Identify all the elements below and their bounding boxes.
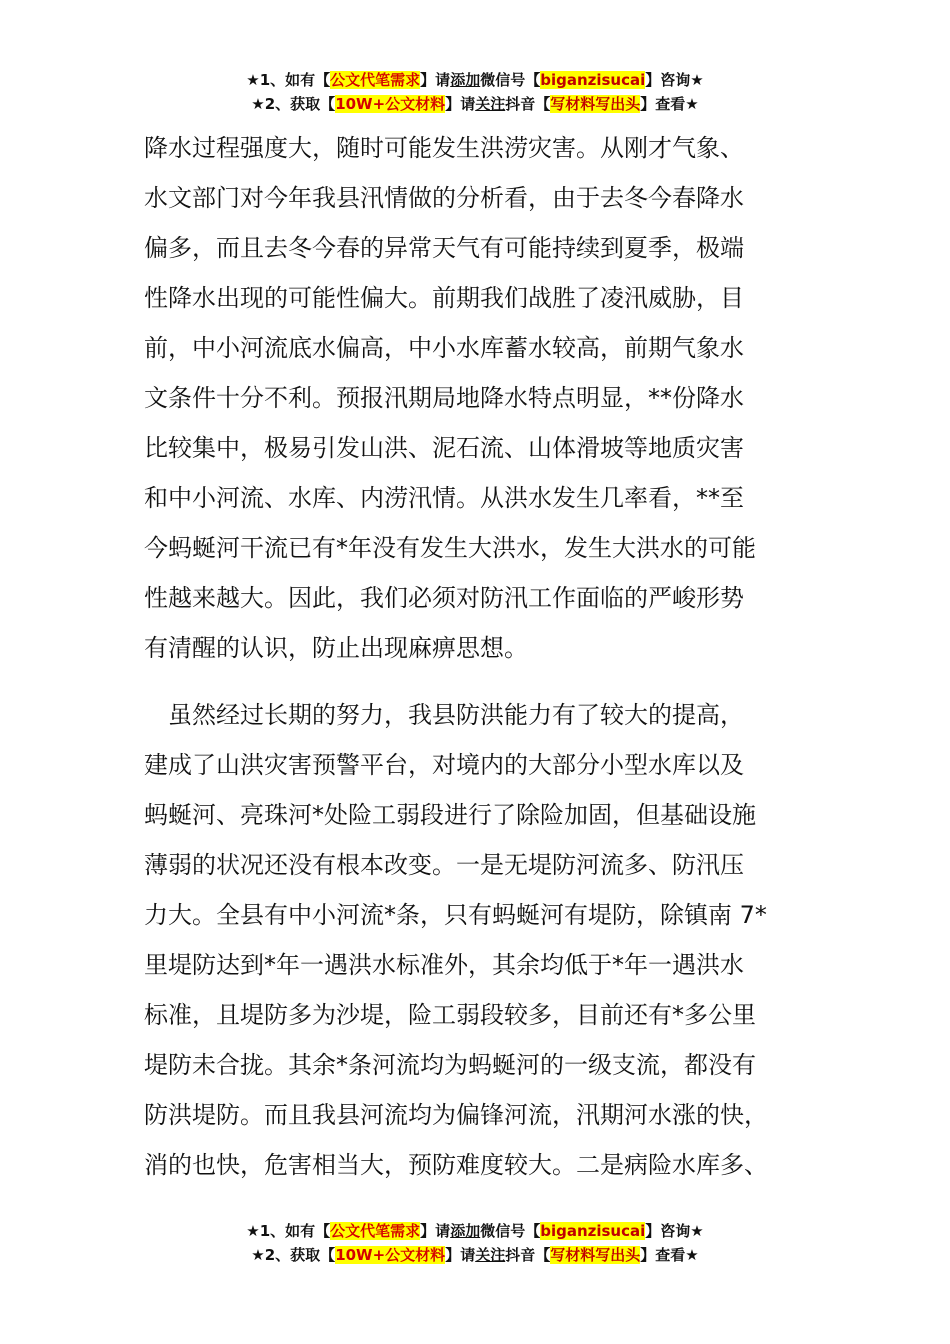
- paragraph-2: [144, 690, 806, 1190]
- banner-text: 】请: [420, 1222, 451, 1240]
- banner-text: 】咨询★: [645, 1222, 704, 1240]
- banner-underlined-text: 添加: [450, 71, 481, 89]
- text-line: 标准，且堤防多为沙堤，险工弱段较多，目前还有*多公里: [144, 1001, 756, 1029]
- text-line: 水文部门对今年我县汛情做的分析看，由于去冬今春降水: [144, 184, 744, 212]
- text-line: 蚂蜒河、亮珠河*处险工弱段进行了除险加固，但基础设施: [144, 801, 756, 829]
- banner-text: 】咨询★: [645, 71, 704, 89]
- banner-highlight-douyin: 写材料写出头: [550, 1246, 641, 1264]
- text-line: 比较集中，极易引发山洪、泥石流、山体滑坡等地质灾害: [144, 434, 744, 462]
- banner-text: ★1、如有【: [246, 1222, 331, 1240]
- text-line: 堤防未合拢。其余*条河流均为蚂蜒河的一级支流，都没有: [144, 1051, 756, 1079]
- banner-underlined-text: 关注: [475, 1246, 506, 1264]
- text-line: 里堤防达到*年一遇洪水标准外，其余均低于*年一遇洪水: [144, 951, 744, 979]
- banner-highlight-service: 公文代笔需求: [330, 71, 421, 89]
- banner-highlight-materials: 10W+公文材料: [335, 1246, 446, 1264]
- text-line: 消的也快，危害相当大，预防难度较大。二是病险水库多、: [144, 1151, 768, 1179]
- paragraph-1: [144, 123, 806, 673]
- banner-underlined-text: 关注: [475, 95, 506, 113]
- banner-highlight-service: 公文代笔需求: [330, 1222, 421, 1240]
- banner-text: 】请: [445, 95, 476, 113]
- text-line: 有清醒的认识，防止出现麻痹思想。: [144, 634, 528, 662]
- text-line: 文条件十分不利。预报汛期局地降水特点明显，**份降水: [144, 384, 744, 412]
- banner-line-2: [0, 92, 950, 116]
- banner-highlight-wechat-id: biganzisucai: [540, 1222, 646, 1240]
- banner-line-2: [0, 1243, 950, 1267]
- banner-text: 】请: [445, 1246, 476, 1264]
- text-line: 建成了山洪灾害预警平台，对境内的大部分小型水库以及: [144, 751, 744, 779]
- banner-highlight-materials: 10W+公文材料: [335, 95, 446, 113]
- banner-text: 抖音【: [505, 1246, 551, 1264]
- banner-line-1: [0, 1219, 950, 1243]
- banner-text: 】查看★: [640, 95, 699, 113]
- header-banner: [0, 68, 950, 116]
- banner-text: ★2、获取【: [251, 1246, 336, 1264]
- text-line: 性降水出现的可能性偏大。前期我们战胜了凌汛威胁，目: [144, 284, 744, 312]
- banner-line-1: [0, 68, 950, 92]
- banner-text: 】请: [420, 71, 451, 89]
- footer-banner: [0, 1219, 950, 1267]
- text-line: 降水过程强度大，随时可能发生洪涝灾害。从刚才气象、: [144, 134, 744, 162]
- banner-text: 微信号【: [480, 1222, 541, 1240]
- banner-text: 微信号【: [480, 71, 541, 89]
- text-line: 偏多，而且去冬今春的异常天气有可能持续到夏季，极端: [144, 234, 744, 262]
- text-line: 薄弱的状况还没有根本改变。一是无堤防河流多、防汛压: [144, 851, 744, 879]
- text-line: 性越来越大。因此，我们必须对防汛工作面临的严峻形势: [144, 584, 744, 612]
- banner-underlined-text: 添加: [450, 1222, 481, 1240]
- banner-text: 抖音【: [505, 95, 551, 113]
- text-line: 力大。全县有中小河流*条，只有蚂蜒河有堤防，除镇南 7*: [144, 901, 767, 929]
- banner-text: 】查看★: [640, 1246, 699, 1264]
- text-line: 虽然经过长期的努力，我县防洪能力有了较大的提高，: [144, 701, 744, 729]
- text-line: 前，中小河流底水偏高，中小水库蓄水较高，前期气象水: [144, 334, 744, 362]
- text-line: 防洪堤防。而且我县河流均为偏锋河流，汛期河水涨的快，: [144, 1101, 768, 1129]
- banner-text: ★1、如有【: [246, 71, 331, 89]
- text-line: 和中小河流、水库、内涝汛情。从洪水发生几率看，**至: [144, 484, 744, 512]
- text-line: 今蚂蜒河干流已有*年没有发生大洪水，发生大洪水的可能: [144, 534, 756, 562]
- banner-text: ★2、获取【: [251, 95, 336, 113]
- banner-highlight-douyin: 写材料写出头: [550, 95, 641, 113]
- banner-highlight-wechat-id: biganzisucai: [540, 71, 646, 89]
